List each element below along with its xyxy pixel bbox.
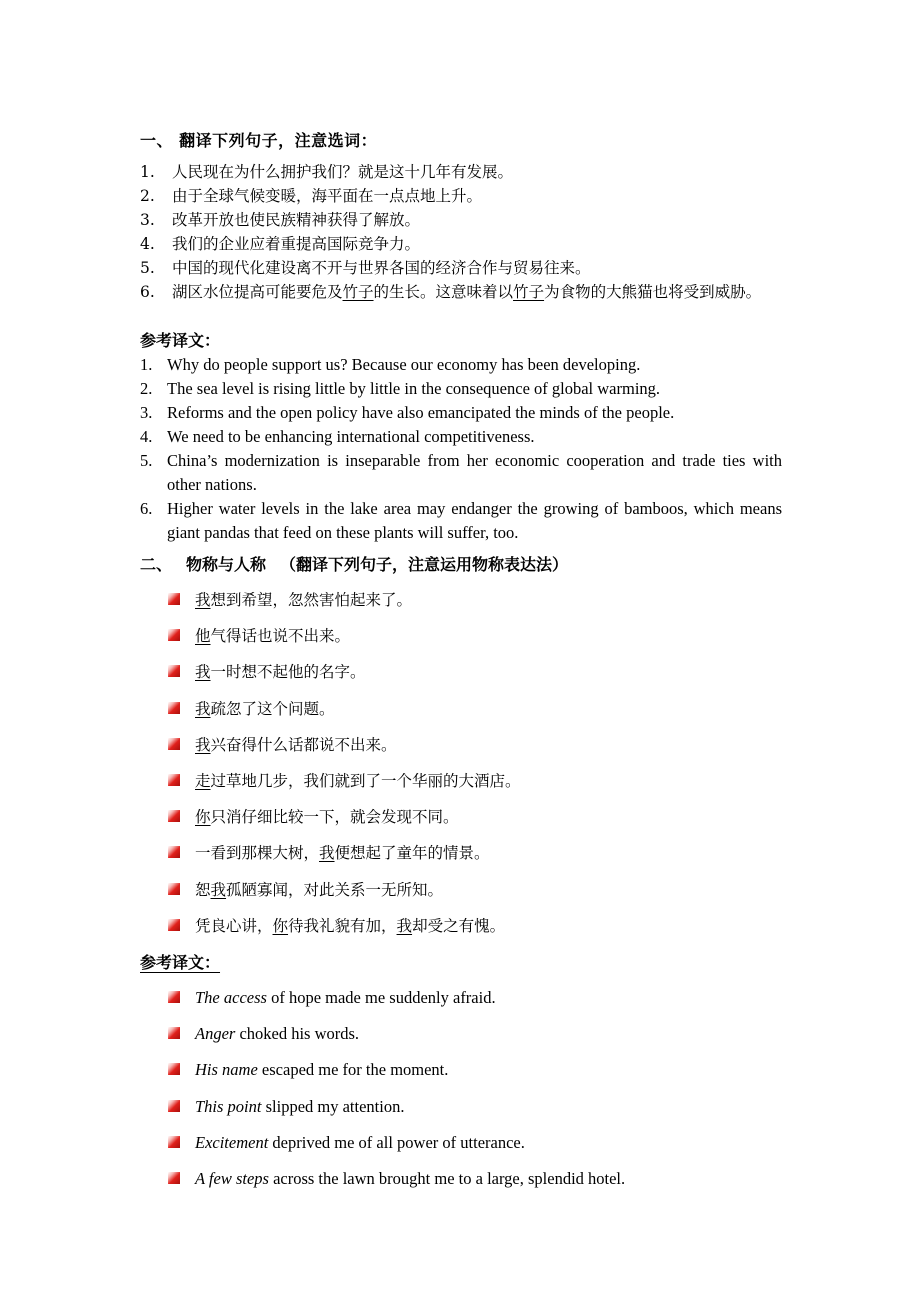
list-item: 恕我孤陋寡闻，对此关系一无所知。 xyxy=(168,878,808,914)
list-item: 3. 改革开放也使民族精神获得了解放。 xyxy=(140,211,421,229)
list-item: 一看到那棵大树，我便想起了童年的情景。 xyxy=(168,841,808,877)
list-item: 4. We need to be enhancing international competitiveness. xyxy=(140,427,535,446)
list-item: 1. Why do people support us? Because our economy has been developing. xyxy=(140,355,641,374)
list-item: Excitement deprived me of all power of utterance. xyxy=(168,1131,808,1167)
bullet-square-icon xyxy=(168,1063,180,1075)
section2-reference-heading: 参考译文： xyxy=(140,953,221,972)
list-item: 凭良心讲，你待我礼貌有加，我却受之有愧。 xyxy=(168,914,808,950)
list-item: 1. 人民现在为什么拥护我们？就是这十几年有发展。 xyxy=(140,163,514,181)
section1-reference-heading: 参考译文： xyxy=(140,331,221,350)
bullet-square-icon xyxy=(168,1027,180,1039)
bullet-square-icon xyxy=(168,810,180,822)
list-item: This point slipped my attention. xyxy=(168,1095,808,1131)
section2-chinese-bullets xyxy=(168,588,808,950)
bullet-square-icon xyxy=(168,665,180,677)
list-item: 6. Higher water levels in the lake area may endanger the growing of bamboos, which means giant pandas that feed on these plants will suffer, too. xyxy=(140,499,782,542)
list-item: 2. The sea level is rising little by little in the consequence of global warming. xyxy=(140,379,661,398)
bullet-square-icon xyxy=(168,846,180,858)
list-item: 我疏忽了这个问题。 xyxy=(168,697,808,733)
list-item: 5. 中国的现代化建设离不开与世界各国的经济合作与贸易往来。 xyxy=(140,259,591,277)
list-item: 6. 湖区水位提高可能要危及竹子的生长。这意味着以竹子为食物的大熊猫也将受到威胁。 xyxy=(140,283,762,301)
bullet-square-icon xyxy=(168,883,180,895)
bullet-square-icon xyxy=(168,702,180,714)
section1-translation-list xyxy=(140,353,782,545)
bullet-square-icon xyxy=(168,738,180,750)
list-item: 3. Reforms and the open policy have also emancipated the minds of the people. xyxy=(140,403,675,422)
list-item: 5. China’s modernization is inseparable from her economic cooperation and trade ties with other nations. xyxy=(140,451,782,494)
section2-english-bullets xyxy=(168,986,808,1203)
bullet-square-icon xyxy=(168,1172,180,1184)
bullet-square-icon xyxy=(168,1136,180,1148)
list-item: 我一时想不起他的名字。 xyxy=(168,660,808,696)
bullet-square-icon xyxy=(168,919,180,931)
list-item: 4. 我们的企业应着重提高国际竞争力。 xyxy=(140,235,421,253)
list-item: The access of hope made me suddenly afraid. xyxy=(168,986,808,1022)
list-item: His name escaped me for the moment. xyxy=(168,1058,808,1094)
bullet-square-icon xyxy=(168,991,180,1003)
list-item: Anger choked his words. xyxy=(168,1022,808,1058)
bullet-square-icon xyxy=(168,774,180,786)
list-item: 我兴奋得什么话都说不出来。 xyxy=(168,733,808,769)
section1-heading: 一、 翻译下列句子，注意选词： xyxy=(140,131,378,150)
list-item: 我想到希望，忽然害怕起来了。 xyxy=(168,588,808,624)
section2-heading: 二、 物称与人称 （翻译下列句子，注意运用物称表达法） xyxy=(140,555,569,574)
list-item: A few steps across the lawn brought me to a large, splendid hotel. xyxy=(168,1167,808,1203)
section1-chinese-list xyxy=(140,160,790,304)
bullet-square-icon xyxy=(168,593,180,605)
bullet-square-icon xyxy=(168,629,180,641)
bullet-square-icon xyxy=(168,1100,180,1112)
list-item: 走过草地几步，我们就到了一个华丽的大酒店。 xyxy=(168,769,808,805)
list-item: 2. 由于全球气候变暖，海平面在一点点地上升。 xyxy=(140,187,483,205)
list-item: 他气得话也说不出来。 xyxy=(168,624,808,660)
list-item: 你只消仔细比较一下，就会发现不同。 xyxy=(168,805,808,841)
